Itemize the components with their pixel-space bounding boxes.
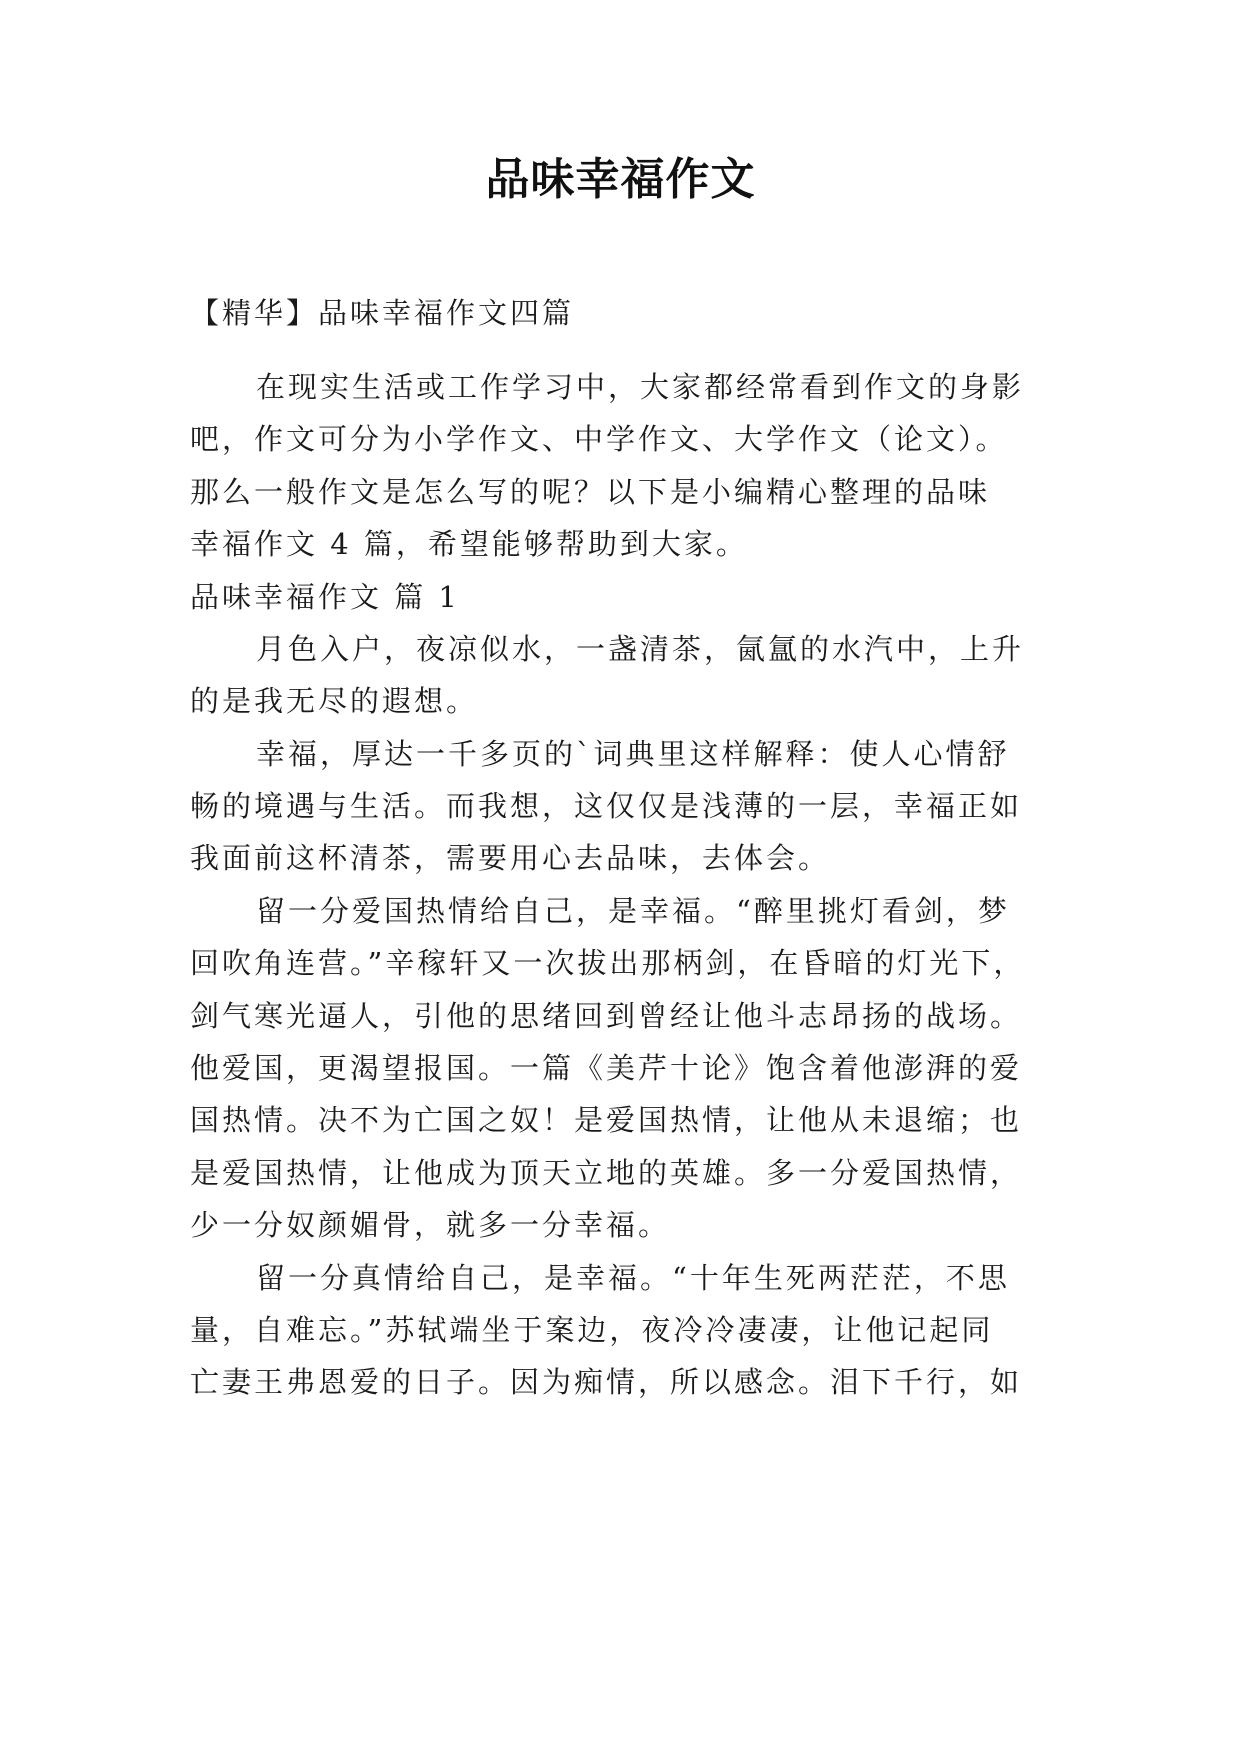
paragraph-line: 吧，作文可分为小学作文、中学作文、大学作文（论文）。: [190, 422, 1008, 456]
paragraph-line: 是爱国热情，让他成为顶天立地的英雄。多一分爱国热情，: [190, 1156, 1023, 1190]
paragraph-line: 我面前这杯清茶，需要用心去品味，去体会。: [190, 841, 831, 875]
paragraph-line: 量，自难忘。”苏轼端坐于案边，夜冷冷凄凄，让他记起同: [190, 1313, 994, 1347]
paragraph-line: 畅的境遇与生活。而我想，这仅仅是浅薄的一层，幸福正如: [190, 789, 1023, 823]
paragraph-line: 幸福，厚达一千多页的`词典里这样解释：使人心情舒: [256, 737, 1010, 771]
paragraph-line: 国热情。决不为亡国之奴！是爱国热情，让他从未退缩；也: [190, 1103, 1023, 1137]
paragraph-line: 他爱国，更渴望报国。一篇《美芹十论》饱含着他澎湃的爱: [190, 1051, 1023, 1085]
paragraph-line: 留一分真情给自己，是幸福。“十年生死两茫茫，不思: [256, 1261, 1010, 1295]
section-heading: 品味幸福作文 篇 1: [190, 580, 460, 614]
paragraph-line: 剑气寒光逼人，引他的思绪回到曾经让他斗志昂扬的战场。: [190, 999, 1023, 1033]
paragraph-line: 的是我无尽的遐想。: [190, 684, 479, 718]
paragraph-line: 那么一般作文是怎么写的呢？以下是小编精心整理的品味: [190, 475, 991, 509]
paragraph-line: 在现实生活或工作学习中，大家都经常看到作文的身影: [256, 370, 1025, 404]
paragraph-line: 幸福作文 4 篇，希望能够帮助到大家。: [190, 527, 748, 561]
paragraph-line: 少一分奴颜媚骨，就多一分幸福。: [190, 1208, 671, 1242]
paragraph-line: 回吹角连营。”辛稼轩又一次拔出那柄剑，在昏暗的灯光下，: [190, 946, 1026, 980]
paragraph-line: 月色入户，夜凉似水，一盏清茶，氤氲的水汽中，上升: [256, 632, 1025, 666]
document-title: 品味幸福作文: [485, 154, 756, 205]
document-subtitle: 【精华】品味幸福作文四篇: [190, 296, 575, 330]
paragraph-line: 亡妻王弗恩爱的日子。因为痴情，所以感念。泪下千行，如: [190, 1365, 1023, 1399]
paragraph-line: 留一分爱国热情给自己，是幸福。“醉里挑灯看剑，梦: [256, 894, 1010, 928]
